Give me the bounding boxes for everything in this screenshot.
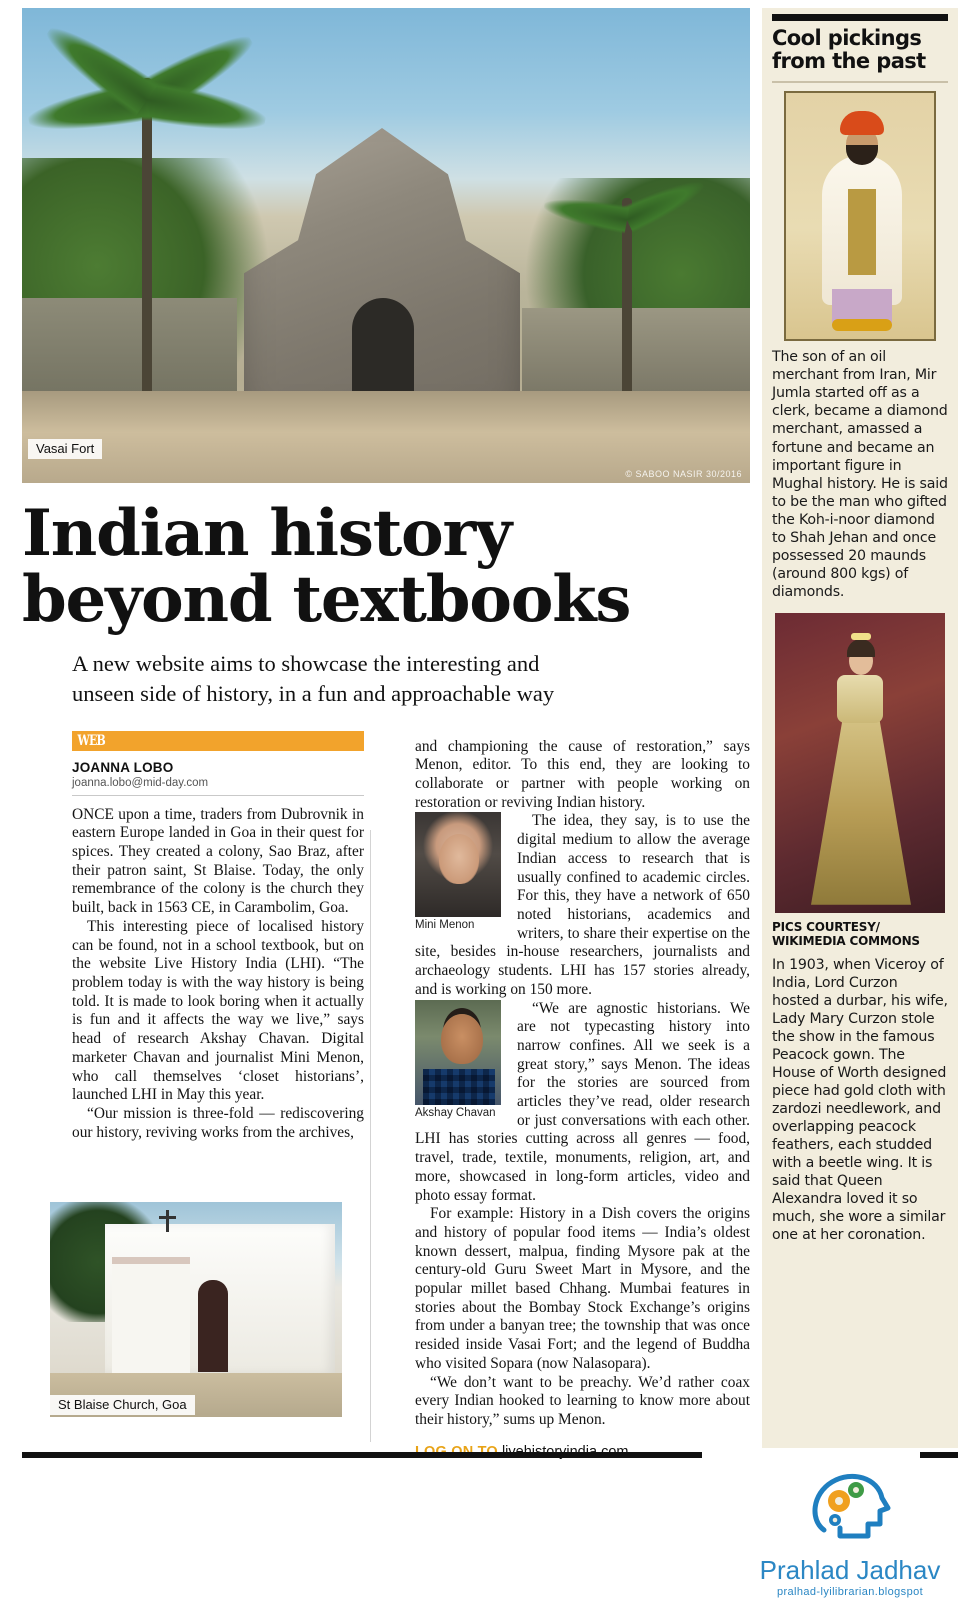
portrait-caption: Mini Menon [415,919,475,932]
paragraph: “Our mission is three-fold — rediscovering our history, reviving works from the archives, [72,1104,364,1141]
sidebar-cool-pickings [762,8,958,1448]
byline-email: joanna.lobo@mid-day.com [72,777,364,796]
footer-rule-right [920,1452,958,1458]
paragraph: “We don’t want to be preachy. We’d rather coax every Indian hooked to learning to know more about their history,” sums up Menon. [415,1373,750,1428]
church-cross [166,1210,169,1232]
figure-trousers [832,289,892,323]
pics-courtesy-line-1: PICS COURTESY/ [772,919,880,934]
page-title [22,496,750,637]
figure-hair [847,639,875,657]
photo-st-blaise-church [50,1202,342,1417]
portrait-mini-menon [415,812,509,931]
watermark-logo [742,1468,958,1598]
standfirst-line-2: unseen side of history, in a fun and approachable way [72,680,555,706]
byline-block [72,731,364,796]
sidebar-pics-courtesy [772,920,948,949]
figure-turban [840,111,884,135]
figure-bodice [837,675,883,723]
figure-tiara [851,633,871,640]
portrait-photo [415,812,501,917]
portrait-akshay-chavan [415,1000,509,1119]
column-divider [370,830,371,1442]
sidebar-block-1-text: The son of an oil merchant from Iran, Mir Jumla started off as a clerk, became a diamond merchant, amassed a fortune and became an important figure in Mughal history. He is said to be the man who gifted the Koh-i-noor diamond to Shah Jehan and once possessed 20 maunds (around 800 kgs) of diamonds. [772,349,948,600]
byline-author: JOANNA LOBO [72,759,174,775]
sidebar-divider-1 [772,81,948,83]
peacock-gown [811,705,911,905]
church-caption: St Blaise Church, Goa [50,1395,195,1415]
headline-line-1: Indian history [22,496,512,571]
hero-photo-credit: © SABOO NASIR 30/2016 [625,469,742,479]
section-tag-web [72,731,364,751]
paragraph: This interesting piece of localised history can be found, not in a school textbook, but on the website Live History India (LHI). “The problem today is with the way history is being told. It is made to look boring when it actually is fun and it affects the way we live,” says head of research Akshay Chavan. Digital marketer Chavan and journalist Mini Menon, who call themselves ‘closet historians’, launched LHI in May this year. [72,917,364,1104]
sidebar-block-2-text: In 1903, when Viceroy of India, Lord Curzon hosted a durbar, his wife, Lady Mary Curzon stole the show in the famous Peacock gown. The House of Worth designed piece had gold cloth with zardozi needlework, and overlapping peacock feathers, each studded with a beetle wing. It is said that Queen Alexandra loved it so much, she wore a similar one at her coronation. [772,956,948,1244]
portrait-mir-jumla [784,91,936,341]
paragraph: For example: History in a Dish covers the origins and history of popular food items — India’s oldest known dessert, malpua, finding Mysore pak at the century-old Guru Sweet Mart in Mysore, and the popular millet based Chhang. Mumbai features in stories about the Bombay Stock Exchange’s origins from under a banyan tree; the township that was once resided inside Vasai Fort; and the legend of Buddha who visited Sopara (now Nalasopara). [415,1205,750,1372]
figure-shoes [832,319,892,331]
paragraph: and championing the cause of restoration,” says Menon, editor. To this end, they are looking to collaborate or partner with people working on restoration or reviving Indian history. [415,737,750,811]
watermark-blog: pralhad-lyilibrarian.blogspot [776,1586,924,1598]
hero-photo-vasai-fort [22,8,750,483]
portrait-photo [415,1000,501,1105]
paragraph: “We are agnostic historians. We are not typecasting history into narrow confines. All we seek is a great story,” says Menon. The ideas for the stories are sourced from articles they’ve read, older research or just conversations with each other. LHI has stories cutting across all genres — food, travel, trade, textile, monuments, religion, art, and more, showcased in long-form articles, video and photo essay format. [415,999,750,1204]
portrait-lady-curzon [775,613,945,913]
pics-courtesy-line-2: WIKIMEDIA COMMONS [772,934,920,949]
article-column-left [72,806,364,1143]
standfirst [72,649,750,709]
hero-caption: Vasai Fort [28,439,102,459]
standfirst-line-1: A new website aims to showcase the interesting and [72,650,540,676]
article-column-right [415,738,750,1460]
figure-sash [848,189,876,275]
palm-frond-1b [144,80,269,140]
footer-rule-left [22,1452,702,1458]
palm-trunk-1 [142,78,152,408]
sidebar-title-line-2: from the past [772,48,926,73]
watermark-name: Prahlad Jadhav [759,1555,941,1585]
sidebar-top-rule [772,14,948,21]
head-gears-icon [804,1468,896,1546]
paragraph: The idea, they say, is to use the digital medium to allow the average Indian access to research that is usually confined to academic circles. For this, they have a network of 650 noted historians, academics and writers, to share their expertise on the site, besides in-house researchers, journalists and archaeology students. LHI has 157 stories already, and is working on 150 more. [415,812,750,998]
church-door [198,1280,228,1372]
headline-line-2: beyond textbooks [22,561,631,637]
church-portico [112,1257,190,1375]
sidebar-title-line-1: Cool pickings [772,26,922,50]
paragraph: ONCE upon a time, traders from Dubrovnik in eastern Europe landed in Goa in their quest for spices. They created a colony, Sao Braz, after their patron saint, St Blaise. Today, the only remembrance of the colony is the church they built, back in 1563 CE, in Carambolim, Goa. [72,805,364,917]
sidebar-title [772,27,948,72]
portrait-caption: Akshay Chavan [415,1106,496,1119]
section-tag-label: WEB [77,732,105,749]
